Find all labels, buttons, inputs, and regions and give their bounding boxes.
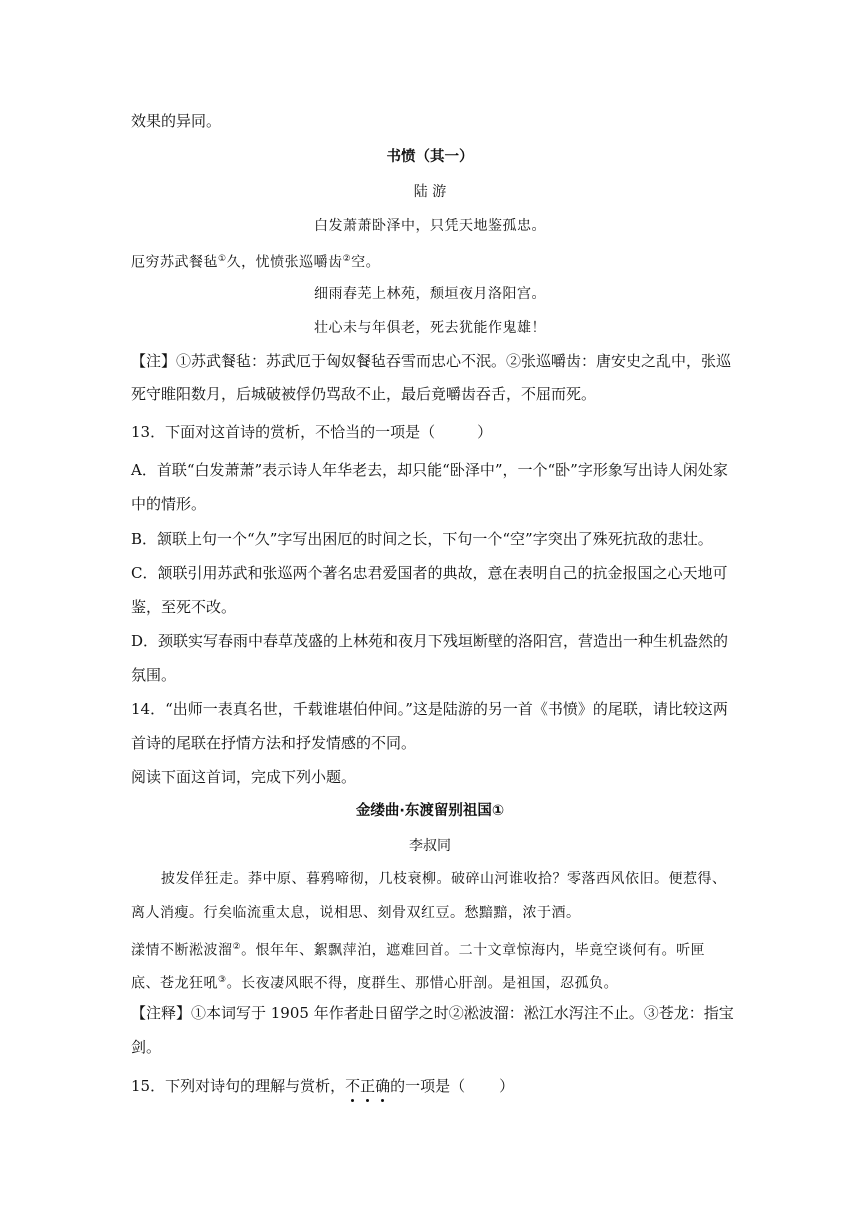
poem-line: 披发佯狂走。莽中原、暮鸦啼彻，几枝衰柳。破碎山河谁收拾？零落西风依旧。便惹得、 [161, 871, 727, 887]
poem-author: 陆 游 [413, 184, 447, 200]
emphasized-words: 不正确 [345, 1077, 391, 1095]
question-15 [131, 1076, 514, 1096]
option-d: D．颈联实写春雨中春草茂盛的上林苑和夜月下残垣断壁的洛阳宫，营造出一种生机盎然的 [131, 632, 729, 650]
question-14-cont: 首诗的尾联在抒情方法和抒发情感的不同。 [131, 734, 417, 752]
poem-line: 白发萧萧卧泽中，只凭天地鉴孤忠。 [314, 218, 546, 234]
poem-title: 书愤（其一） [386, 149, 474, 165]
poem-text: 底、苍龙狂吼 [131, 975, 218, 992]
footnote-mark: ② [232, 942, 242, 952]
question-text: ） [477, 423, 493, 441]
emphasis-text [345, 1076, 390, 1096]
text-line: 效果的异同。 [131, 112, 222, 130]
emphasis-dot [366, 1099, 369, 1102]
poem-line [131, 937, 705, 961]
footnote-mark: ① [218, 254, 227, 264]
option-d-cont: 氛围。 [131, 666, 177, 684]
poem-line: 壮心未与年俱老，死去犹能作鬼雄！ [314, 320, 546, 336]
option-a-cont: 中的情形。 [131, 495, 207, 513]
poem-author: 李叔同 [409, 838, 451, 854]
question-13 [131, 422, 492, 442]
question-text: 的一项是（ [390, 1077, 466, 1095]
option-a: A．首联“白发萧萧”表示诗人年华老去，却只能“卧泽中”，一个“卧”字形象写出诗人闲处家 [131, 461, 728, 479]
question-text: ） [499, 1077, 515, 1095]
poem-text: 久，忧愤张巡嚼齿 [226, 254, 343, 271]
poem-text: 。长夜凄风眠不得，度群生、那惜心肝剖。是祖国，忍孤负。 [226, 975, 619, 992]
option-b: B．颔联上句一个“久”字写出困厄的时间之长，下句一个“空”字突出了殊死抗敌的悲壮。 [131, 530, 713, 548]
question-text: 13．下面对这首诗的赏析，不恰当的一项是（ [131, 423, 436, 441]
question-text: 15．下列对诗句的理解与赏析， [131, 1077, 346, 1095]
poem-line: 离人消瘦。行矣临流重太息，说相思、刻骨双红豆。愁黯黯，浓于酒。 [131, 905, 581, 921]
note-line: 【注释】①本词写于 1905 年作者赴日留学之时②淞波溜：淞江水泻注不止。③苍龙：指宝 [131, 1004, 734, 1022]
reading-instruction: 阅读下面这首词，完成下列小题。 [131, 768, 357, 786]
poem-line [131, 249, 380, 273]
note-line: 死守睢阳数月，后城破被俘仍骂敌不止，最后竟嚼齿吞舌，不屈而死。 [131, 385, 597, 403]
option-c-cont: 鉴，至死不改。 [131, 598, 237, 616]
poem-line: 细雨春芜上林苑，颓垣夜月洛阳宫。 [314, 286, 546, 302]
note-line: 【注】①苏武餐毡：苏武厄于匈奴餐毡吞雪而忠心不泯。②张巡嚼齿：唐安史之乱中，张巡 [131, 352, 732, 370]
poem-line [131, 970, 618, 994]
note-line: 剑。 [131, 1038, 162, 1056]
poem-text: 空。 [351, 254, 381, 271]
footnote-mark: ② [342, 254, 352, 264]
emphasis-dot [381, 1099, 384, 1102]
poem-text: 漾情不断淞波溜 [131, 942, 233, 959]
question-14: 14．“出师一表真名世，千载谁堪伯仲间。”这是陆游的另一首《书愤》的尾联，请比较这两 [131, 700, 728, 718]
footnote-mark: ③ [218, 975, 227, 985]
poem-text: 厄穷苏武餐毡 [131, 254, 218, 271]
poem-title: 金缕曲·东渡留别祖国① [355, 803, 505, 819]
option-c: C．颔联引用苏武和张巡两个著名忠君爱国者的典故，意在表明自己的抗金报国之心天地可 [131, 564, 728, 582]
poem-text: 。恨年年、絮飘萍泊，遮难回首。二十文章惊海内，毕竟空谈何有。听匣 [241, 942, 706, 959]
emphasis-dot [351, 1099, 354, 1102]
